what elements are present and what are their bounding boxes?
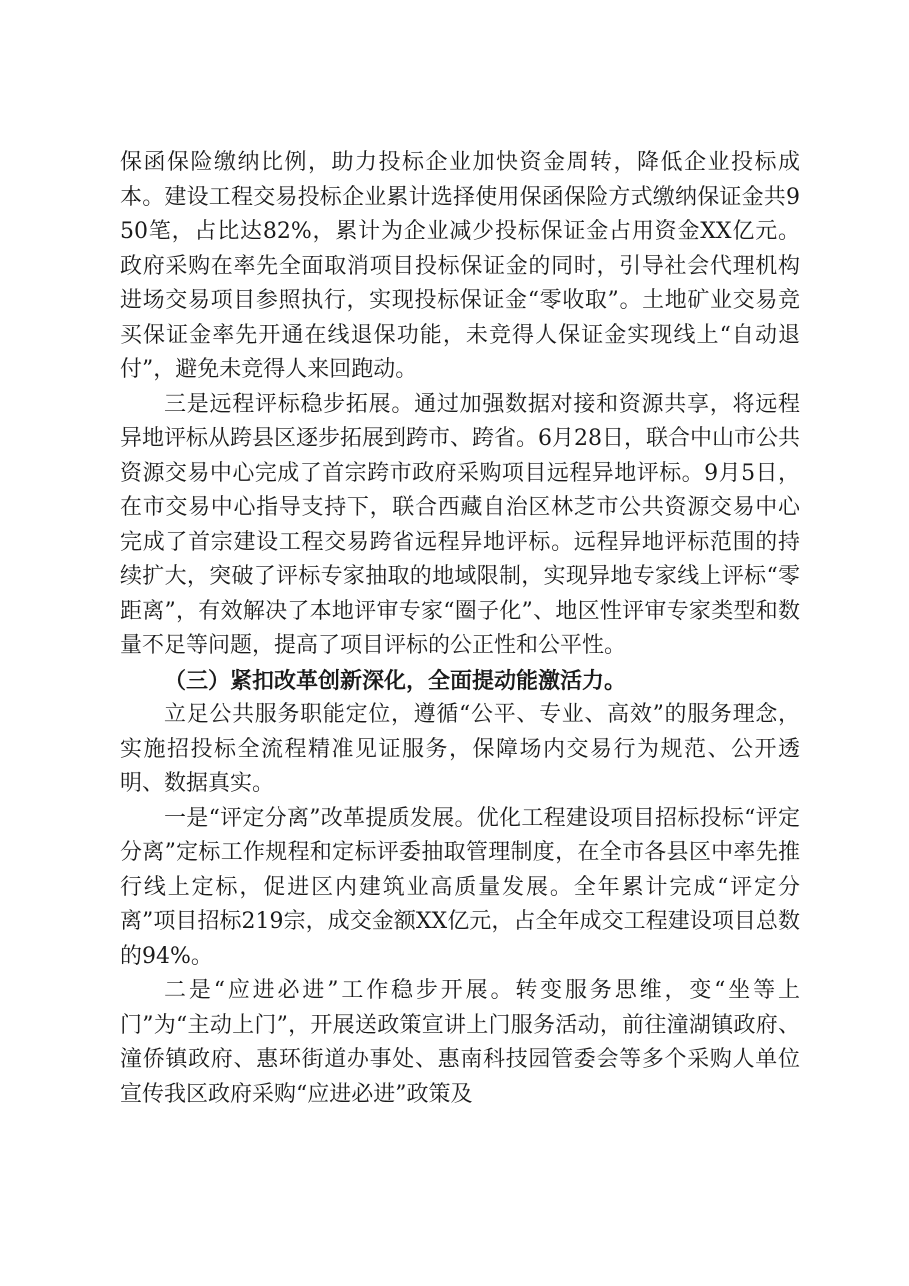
paragraph-public-service: 立足公共服务职能定位，遵循“公平、专业、高效”的服务理念，实施招投标全流程精准见证服务，保障场内交易行为规范、公开透明、数据真实。 (120, 702, 800, 796)
paragraph-remote-evaluation: 三是远程评标稳步拓展。通过加强数据对接和资源共享，将远程异地评标从跨县区逐步拓展到跨市、跨省。6月28日，联合中山市公共资源交易中心完成了首宗跨市政府采购项目远程异地评标。9月5日，在市交易中心指导支持下，联合西藏自治区林芝市公共资源交易中心完成了首宗建设工程交易跨省远程异地评标。远程异地评标范围的持续扩大，突破了评标专家抽取的地域限制，实现异地专家线上评标“零距离”，有效解决了本地评审专家“圈子化”、地区性评审专家类型和数量不足等问题，提高了项目评标的公正性和公平性。 (120, 391, 800, 658)
paragraph-must-enter: 二是“应进必进”工作稳步开展。转变服务思维，变“坐等上门”为“主动上门”，开展送政策宣讲上门服务活动，前往潼湖镇政府、潼侨镇政府、惠环街道办事处、惠南科技园管委会等多个采购人单位宣传我区政府采购“应进必进”政策及 (120, 978, 800, 1107)
document-page (120, 146, 800, 1112)
section-heading-3: （三）紧扣改革创新深化，全面提动能激活力。 (164, 667, 627, 694)
paragraph-evaluation-separation: 一是“评定分离”改革提质发展。优化工程建设项目招标投标“评定分离”定标工作规程和定标评委抽取管理制度，在全市各县区中率先推行线上定标，促进区内建筑业高质量发展。全年累计完成“评定分离”项目招标219宗，成交金额XX亿元，占全年成交工程建设项目总数的94%。 (120, 805, 800, 969)
paragraph-guarantee-insurance: 保函保险缴纳比例，助力投标企业加快资金周转，降低企业投标成本。建设工程交易投标企业累计选择使用保函保险方式缴纳保证金共950笔，占比达82%，累计为企业减少投标保证金占用资金XX亿元。政府采购在率先全面取消项目投标保证金的同时，引导社会代理机构进场交易项目参照执行，实现投标保证金“零收取”。土地矿业交易竞买保证金率先开通在线退保功能，未竞得人保证金实现线上“自动退付”，避免未竞得人来回跑动。 (120, 150, 800, 382)
